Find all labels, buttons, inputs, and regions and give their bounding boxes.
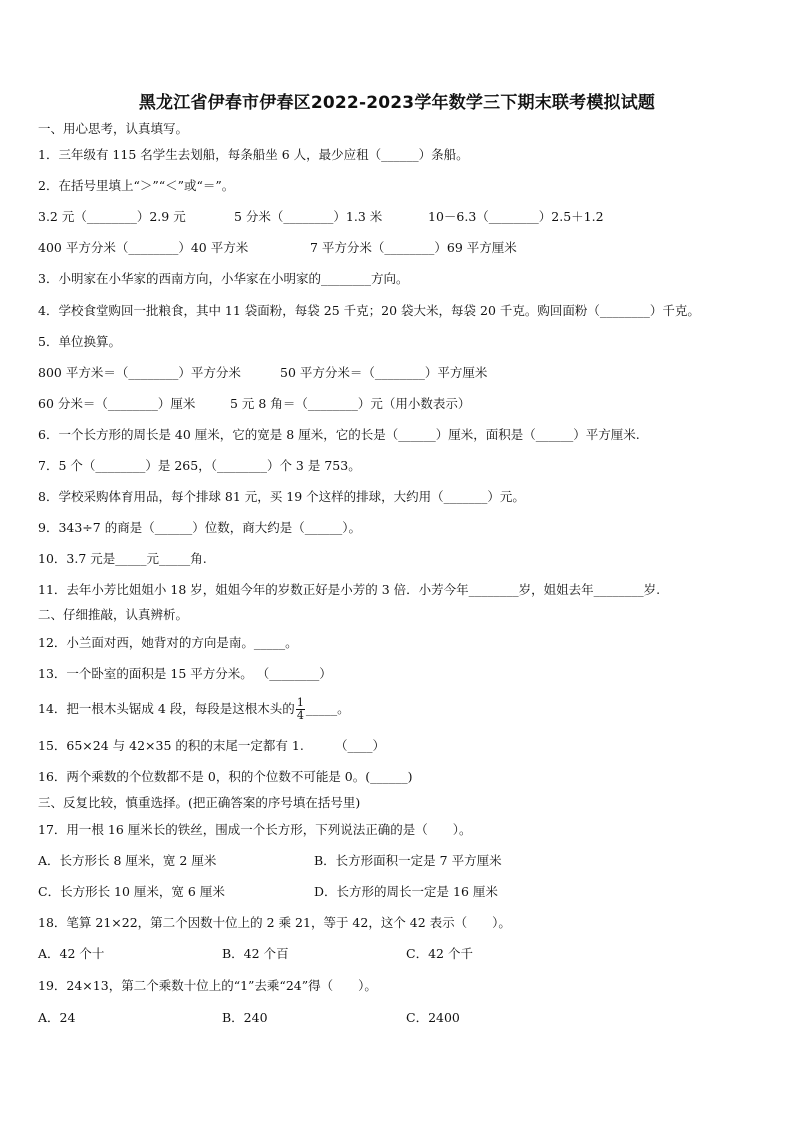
section-heading-2: 二、仔细推敲，认真辨析。: [38, 607, 189, 622]
conversion-item: 50 平方分米＝（________）平方厘米: [280, 365, 488, 380]
compare-item: 5 分米（________）1.3 米: [234, 209, 383, 224]
question-19-options: [38, 1009, 768, 1027]
option-c: C．42 个千: [406, 946, 473, 961]
fraction: [296, 697, 305, 722]
question-13: 13．一个卧室的面积是 15 平方分米。 （________）: [38, 666, 332, 681]
section-heading-1: 一、用心思考，认真填写。: [38, 121, 189, 136]
question-1: 1．三年级有 115 名学生去划船，每条船坐 6 人，最少应租（______）条船。: [38, 147, 469, 162]
question-19: 19．24×13，第二个乘数十位上的“1”去乘“24”得（ ）。: [38, 978, 377, 993]
page-title: 黑龙江省伊春市伊春区2022-2023学年数学三下期末联考模拟试题: [138, 93, 656, 113]
question-8: 8．学校采购体育用品，每个排球 81 元，买 19 个这样的排球，大约用（_______）元。: [38, 489, 525, 504]
question-14: [38, 697, 768, 721]
conversion-item: 5 元 8 角＝（________）元（用小数表示）: [230, 396, 471, 411]
option-c: C．长方形长 10 厘米，宽 6 厘米: [38, 884, 225, 899]
conversion-item: 60 分米＝（________）厘米: [38, 396, 196, 411]
question-15: 15．65×24 与 42×35 的积的末尾一定都有 1. （____）: [38, 738, 386, 753]
compare-item: 10－6.3（________）2.5＋1.2: [428, 209, 604, 224]
question-10: 10．3.7 元是_____元_____角.: [38, 551, 207, 566]
question-2-row-2: [38, 239, 768, 257]
compare-item: 400 平方分米（________）40 平方米: [38, 240, 249, 255]
question-7: 7．5 个（________）是 265，（________）个 3 是 753。: [38, 458, 361, 473]
question-17-options-row-2: [38, 883, 768, 901]
option-b: B．长方形面积一定是 7 平方厘米: [314, 853, 502, 868]
compare-item: 3.2 元（________）2.9 元: [38, 209, 186, 224]
question-4: 4．学校食堂购回一批粮食，其中 11 袋面粉，每袋 25 千克；20 袋大米，每袋 20 千克。购回面粉（________）千克。: [38, 303, 700, 318]
option-a: A．24: [38, 1010, 76, 1025]
question-2-row-1: [38, 208, 768, 226]
question-2: 2．在括号里填上“＞”“＜”或“＝”。: [38, 178, 235, 193]
question-6: 6．一个长方形的周长是 40 厘米，它的宽是 8 厘米，它的长是（______）厘米，面积是（______）平方厘米.: [38, 427, 640, 442]
option-c: C．2400: [406, 1010, 460, 1025]
question-18-options: [38, 945, 768, 963]
question-5-row-1: [38, 364, 768, 382]
compare-item: 7 平方分米（________）69 平方厘米: [310, 240, 517, 255]
option-b: B．42 个百: [222, 946, 289, 961]
option-d: D．长方形的周长一定是 16 厘米: [314, 884, 498, 899]
question-18: 18．笔算 21×22，第二个因数十位上的 2 乘 21，等于 42，这个 42 表示（ ）。: [38, 915, 511, 930]
fraction-numerator: 1: [296, 696, 304, 709]
question-9: 9．343÷7 的商是（______）位数，商大约是（______）。: [38, 520, 361, 535]
question-14-blank: _____。: [305, 701, 350, 716]
option-a: A．42 个十: [38, 946, 105, 961]
question-3: 3．小明家在小华家的西南方向，小华家在小明家的________方向。: [38, 271, 409, 286]
question-5-row-2: [38, 395, 768, 413]
question-17-options-row-1: [38, 852, 768, 870]
option-a: A．长方形长 8 厘米，宽 2 厘米: [38, 853, 217, 868]
question-12: 12．小兰面对西，她背对的方向是南。_____。: [38, 635, 298, 650]
question-17: 17．用一根 16 厘米长的铁丝，围成一个长方形，下列说法正确的是（ ）。: [38, 822, 472, 837]
question-16: 16．两个乘数的个位数都不是 0，积的个位数不可能是 0。(______): [38, 769, 413, 784]
question-14-text: 14．把一根木头锯成 4 段，每段是这根木头的: [38, 701, 295, 716]
section-heading-3: 三、反复比较，慎重选择。(把正确答案的序号填在括号里): [38, 795, 361, 810]
option-b: B．240: [222, 1010, 268, 1025]
conversion-item: 800 平方米＝（________）平方分米: [38, 365, 241, 380]
question-5: 5．单位换算。: [38, 334, 121, 349]
fraction-denominator: 4: [296, 709, 304, 722]
question-11: 11．去年小芳比姐姐小 18 岁，姐姐今年的岁数正好是小芳的 3 倍．小芳今年________岁，姐姐去年________岁.: [38, 582, 661, 597]
